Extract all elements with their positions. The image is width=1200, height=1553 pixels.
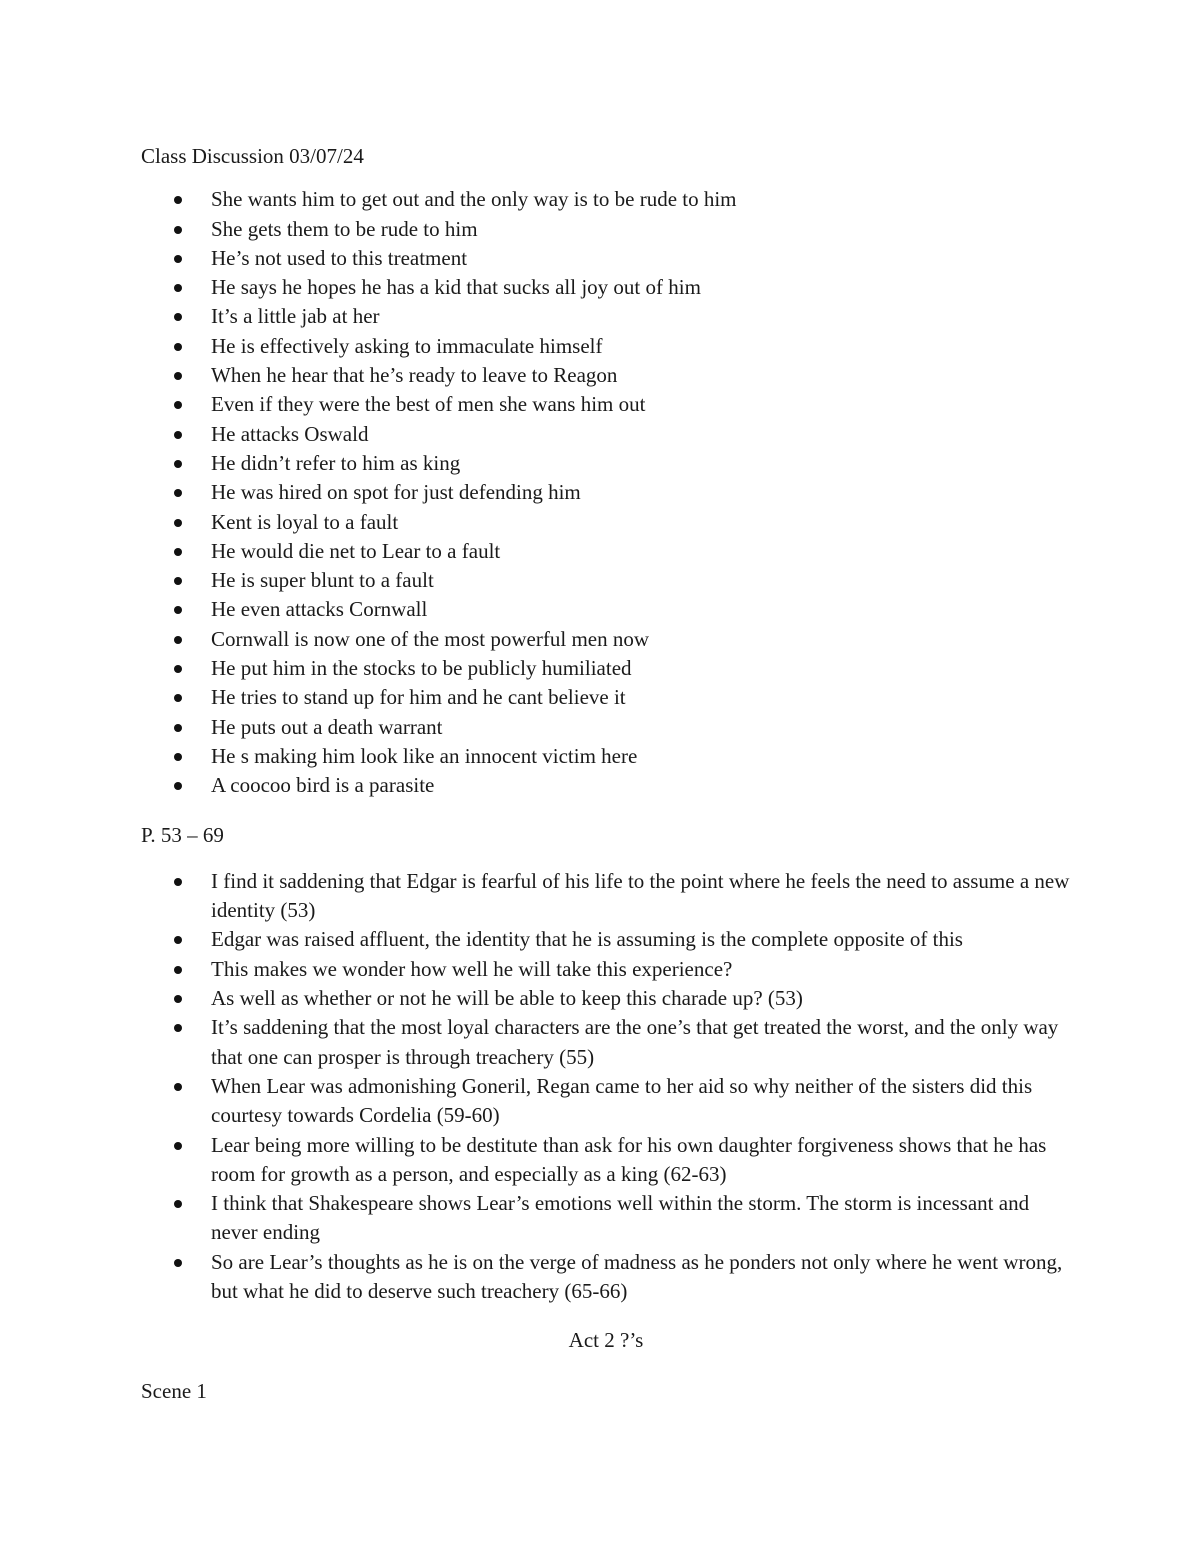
bullet-icon <box>174 966 182 974</box>
list-item <box>211 654 1071 683</box>
list-item-text: He is effectively asking to immaculate himself <box>211 333 603 358</box>
list-item <box>211 1189 1071 1248</box>
list-item <box>211 867 1071 926</box>
bullet-icon <box>174 255 182 263</box>
bullet-icon <box>174 878 182 886</box>
list-item <box>211 771 1071 800</box>
list-item <box>211 244 1071 273</box>
list-item <box>211 955 1071 984</box>
list-item <box>211 390 1071 419</box>
list-item-text: He says he hopes he has a kid that sucks all joy out of him <box>211 275 701 300</box>
bullet-icon <box>174 401 182 409</box>
bullet-icon <box>174 196 182 204</box>
list-item-text: Edgar was raised affluent, the identity that he is assuming is the complete opposite of this <box>211 927 963 952</box>
list-item <box>211 215 1071 244</box>
bullet-icon <box>174 519 182 527</box>
list-item-text: He puts out a death warrant <box>211 714 443 739</box>
questions-heading: Act 2 ?’s <box>568 1328 644 1353</box>
list-item-text: As well as whether or not he will be able to keep this charade up? (53) <box>211 986 803 1011</box>
list-item <box>211 1131 1071 1190</box>
bullet-icon <box>174 636 182 644</box>
list-item-text: I find it saddening that Edgar is fearful of his life to the point where he feels the need to assume a new identity (53) <box>211 868 1070 923</box>
bullet-icon <box>174 1024 182 1032</box>
bullet-icon <box>174 1259 182 1267</box>
list-item-text: So are Lear’s thoughts as he is on the verge of madness as he ponders not only where he went wrong, but what he did to deserve such treachery (65-66) <box>211 1249 1063 1303</box>
list-item <box>211 925 1071 954</box>
list-item <box>211 361 1071 390</box>
list-item-text: A coocoo bird is a parasite <box>211 773 435 798</box>
list-item <box>211 273 1071 302</box>
bullet-icon <box>174 548 182 556</box>
bullet-icon <box>174 372 182 380</box>
list-item-text: It’s a little jab at her <box>211 304 380 329</box>
list-item-text: It’s saddening that the most loyal characters are the one’s that get treated the worst, and the only way that one can prosper is through treachery (55) <box>211 1015 1059 1069</box>
bullet-icon <box>174 431 182 439</box>
bullet-icon <box>174 226 182 234</box>
list-item-text: Lear being more willing to be destitute than ask for his own daughter forgiveness shows that he has room for growth as a person, and especially as a king (62-63) <box>211 1132 1047 1186</box>
bullet-icon <box>174 577 182 585</box>
list-item <box>211 508 1071 537</box>
list-item-text: He tries to stand up for him and he cant believe it <box>211 685 626 710</box>
list-item-text: This makes we wonder how well he will take this experience? <box>211 956 733 981</box>
list-item-text: He put him in the stocks to be publicly humiliated <box>211 656 632 681</box>
list-item-text: He is super blunt to a fault <box>211 568 434 593</box>
pages-heading: P. 53 – 69 <box>141 822 224 847</box>
bullet-icon <box>174 284 182 292</box>
list-item-text: He s making him look like an innocent victim here <box>211 743 638 768</box>
bullet-icon <box>174 460 182 468</box>
discussion-list <box>141 185 1071 800</box>
document-title: Class Discussion 03/07/24 <box>141 144 364 168</box>
bullet-icon <box>174 1083 182 1091</box>
bullet-icon <box>174 1142 182 1150</box>
list-item <box>211 449 1071 478</box>
list-item-text: She wants him to get out and the only way is to be rude to him <box>211 187 737 212</box>
list-item <box>211 566 1071 595</box>
bullet-icon <box>174 782 182 790</box>
list-item <box>211 537 1071 566</box>
list-item-text: Cornwall is now one of the most powerful men now <box>211 626 650 651</box>
list-item-text: He was hired on spot for just defending him <box>211 480 581 505</box>
list-item-text: When he hear that he’s ready to leave to Reagon <box>211 363 618 388</box>
list-item <box>211 420 1071 449</box>
list-item <box>211 302 1071 331</box>
list-item-text: Kent is loyal to a fault <box>211 509 399 534</box>
list-item <box>211 683 1071 712</box>
bullet-icon <box>174 995 182 1003</box>
list-item-text: Even if they were the best of men she wans him out <box>211 392 646 417</box>
list-item <box>211 1013 1071 1072</box>
bullet-icon <box>174 753 182 761</box>
bullet-icon <box>174 936 182 944</box>
list-item-text: He’s not used to this treatment <box>211 245 468 270</box>
bullet-icon <box>174 694 182 702</box>
bullet-icon <box>174 665 182 673</box>
list-item <box>211 625 1071 654</box>
list-item-text: I think that Shakespeare shows Lear’s emotions well within the storm. The storm is incessant and never ending <box>211 1191 1030 1245</box>
list-item <box>211 332 1071 361</box>
list-item-text: He attacks Oswald <box>211 421 369 446</box>
list-item <box>211 595 1071 624</box>
list-item <box>211 185 1071 214</box>
bullet-icon <box>174 489 182 497</box>
list-item-text: She gets them to be rude to him <box>211 216 478 241</box>
list-item-text: When Lear was admonishing Goneril, Regan came to her aid so why neither of the sisters did this courtesy towards Cordelia (59-60) <box>211 1073 1033 1128</box>
list-item <box>211 1248 1071 1307</box>
list-item <box>211 742 1071 771</box>
bullet-icon <box>174 724 182 732</box>
bullet-icon <box>174 343 182 351</box>
bullet-icon <box>174 1200 182 1208</box>
list-item-text: He even attacks Cornwall <box>211 597 428 622</box>
list-item <box>211 1072 1071 1131</box>
bullet-icon <box>174 313 182 321</box>
list-item-text: He didn’t refer to him as king <box>211 450 461 475</box>
list-item-text: He would die net to Lear to a fault <box>211 538 501 563</box>
bullet-icon <box>174 606 182 614</box>
list-item <box>211 713 1071 742</box>
scene-heading: Scene 1 <box>141 1378 207 1403</box>
reading-notes-list <box>141 867 1071 1306</box>
list-item <box>211 984 1071 1013</box>
list-item <box>211 478 1071 507</box>
document-body <box>141 142 1071 1406</box>
